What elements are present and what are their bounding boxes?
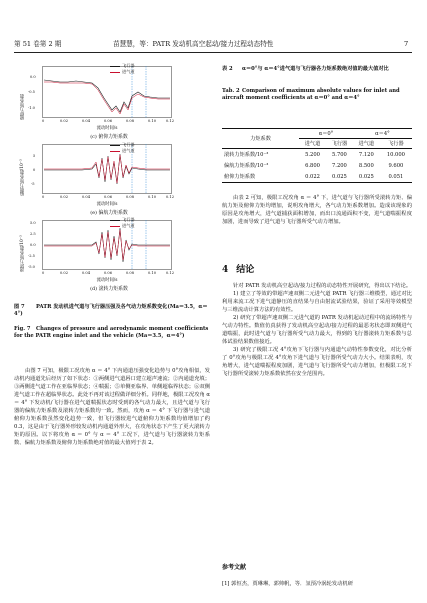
references-title: 参考文献 xyxy=(222,564,247,571)
panel-c-xticks: 0 0.02 0.04 0.06 0.08 0.10 0.12 xyxy=(42,119,175,123)
panel-e-ytick: -5 xyxy=(31,182,35,186)
vehicle-series xyxy=(44,228,170,262)
panel-c-xlabel: 流动时间/s xyxy=(96,126,118,131)
panel-e-label: (e) 偏航力矩系数 xyxy=(90,210,128,216)
conclusion-item: 2) 研究了带超声速双侧二元进气道的 PATR 发动机起动过程中的流场特性与气动力特性。数值仿真获得了发动机高空起动/接力过程的最恶劣状态即双侧进气道喘振，此时进气道与飞行器所受气动力最大，得到的飞行器滚转力矩系数与总体试验结果数值接近。 xyxy=(222,315,412,345)
figure-caption-cn: 图 7 PATR 发动机进气道与飞行器压强及各气动力矩系数变化(Ma＝3.5，α＝4°) xyxy=(14,304,208,318)
panel-d-label: (d) 滚转力矩系数 xyxy=(90,286,128,292)
subheader: 进气道 xyxy=(358,141,375,147)
legend-vehicle: 飞行器 xyxy=(110,142,135,148)
panel-c-plot xyxy=(42,66,172,118)
legend-inlet: 进气道 xyxy=(110,148,135,154)
panel-e-xlabel: 流动时间/s xyxy=(96,202,118,207)
panel-d-plot xyxy=(42,220,172,270)
legend-inlet: 进气道 xyxy=(110,69,135,75)
header-rule xyxy=(14,52,412,53)
panel-d-ytick: 0.0 xyxy=(30,243,36,247)
legend-vehicle: 飞行器 xyxy=(110,63,135,69)
table-row: 滚转力矩系数/10⁻³ 5.200 5.700 7.120 10.000 xyxy=(224,151,405,158)
table-row: 俯仰力矩系数 0.022 0.025 0.025 0.051 xyxy=(222,171,412,183)
legend xyxy=(110,217,135,229)
panel-c-ylabel: 俯仰力矩系数 xyxy=(20,94,25,120)
panel-e-ytick: 0 xyxy=(33,168,36,172)
panel-d-ytick: 5.0 xyxy=(30,221,36,225)
vehicle-series xyxy=(44,80,170,112)
panel-e-plot xyxy=(42,144,172,194)
section-heading: 4 结论 xyxy=(222,265,255,275)
panel-c-ytick: -1.0 xyxy=(28,106,35,110)
panel-e-ylabel: 偏航力矩系数/10⁻³ xyxy=(20,159,25,196)
panel-d-ytick: -2.5 xyxy=(28,254,35,258)
panel-d-xticks: 0 0.02 0.04 0.06 0.08 0.10 0.12 xyxy=(42,271,175,275)
table-title-cn: 表 2 α＝0°与 α＝4°进气道与飞行器各力矩系数绝对值的最大值对比 xyxy=(222,66,389,72)
panel-d-ytick: -5.0 xyxy=(28,265,35,269)
legend-vehicle: 飞行器 xyxy=(110,217,135,223)
panel-c-label: (c) 俯仰力矩系数 xyxy=(90,134,128,140)
panel-e-xticks: 0 0.02 0.04 0.06 0.08 0.10 0.12 xyxy=(42,195,175,199)
table-title-en: Tab. 2 Comparison of maximum absolute values for inlet and aircraft moment coefficients at α＝0° and α＝4° xyxy=(222,88,400,102)
figure-caption-en: Fig. 7 Changes of pressure and aerodynamic moment coefficients for the PATR engine inlet and the vehicle (Ma＝3.5，α＝4°) xyxy=(14,326,209,340)
inlet-series xyxy=(44,155,170,183)
subheader: 进气道 xyxy=(304,141,321,147)
right-paragraph: 由表 2 可知，极限工况攻角 α ＝ 4° 下，进气道与飞行器所受滚转力矩、偏航力矩及俯仰力矩均增加，说明攻角增大，各气动力矩系数增加。造成该现象的原因是攻角增大，进气道捕获面积增加，而出口流通面积不变，进气道喘振程度加剧，进而导致了进气道与飞行器所受气动力增加。 xyxy=(222,195,412,225)
panel-d-xlabel: 流动时间/s xyxy=(96,278,118,283)
subheader: 飞行器 xyxy=(331,141,348,147)
inlet-series xyxy=(44,82,170,114)
legend xyxy=(110,63,135,75)
legend-inlet: 进气道 xyxy=(110,223,135,229)
reference-item: [1] 郭恒杰，贾琳琳，郭帅帆，等．氢预冷涡轮发动机研 xyxy=(222,581,354,587)
col-group-0: α＝0° xyxy=(299,129,353,139)
row-header: 力矩系数 xyxy=(222,129,299,149)
left-paragraph: 由图 7 可知，极限工况攻角 α ＝ 4° 下内通道压强变化趋势与 0°攻角相似，发动机内通道先后经历了如下状态：①两侧进气道唇口建立超声速流；②内通道充填；③两侧进气道工作在亚临界状态；④喘振；⑤单侧亚临界、单侧超临界状态；⑥双侧进气道工作在超临界状态。此处不再对该过程做详细分析。同样地，极限工况攻角 α ＝ 4° 下发动机/飞行器在进气道喘振状态时受到的各气动力最大，且进气道与飞行器的偏航力矩系数及滚转力矩系数均一致。然而，攻角 α ＝ 4° 下飞行器与进气道俯仰力矩系数虽然变化趋势一致，但飞行器较进气道俯仰力矩系数均值增加了约 0.3，这是由于飞行器外形较发动机内通道外形大，在攻角状态下产生了更大滚转力矩的原因。以下将攻角 α ＝ 0° 与 α ＝ 4° 工况下，进气道与飞行器滚转力矩系数、偏航力矩系数及俯仰力矩系数绝对值的最大值列于表 2。 xyxy=(14,368,210,446)
panel-e-ytick: 5 xyxy=(33,154,36,158)
legend xyxy=(110,142,135,154)
col-group-1: α＝4° xyxy=(353,129,412,139)
conclusion-intro: 针对 PATR 发动机高空起动/接力过程的动态特性开展研究，得出以下结论。 xyxy=(233,283,412,289)
running-title: 苗慧慧，等：PATR 发动机高空起动/接力过程动态特性 xyxy=(113,40,274,48)
figure-7 xyxy=(14,56,210,292)
panel-c-ytick: -0.5 xyxy=(28,90,35,94)
page-number: 7 xyxy=(404,40,409,48)
subheader: 飞行器 xyxy=(388,141,404,147)
panel-d-ylabel: 滚转力矩系数/10⁻³ xyxy=(20,235,25,272)
conclusion-item: 1) 建立了等效的带超声速双侧二元进气道 PATR 飞行器三维模型，通过对比利用来流工况下进气道静压的直结果与自由射流试验结果，验证了采用等效模型与三维流动计算方法的有效性。 xyxy=(222,291,412,313)
panel-d-ytick: 2.5 xyxy=(30,232,36,236)
table-row: 偏航力矩系数/10⁻³ 6.800 7.200 8.500 9.600 xyxy=(224,162,404,169)
journal-issue: 第 51 卷第 2 期 xyxy=(14,40,62,48)
conclusion-item: 3) 研究了极限工况 4°攻角下飞行器与内通道气动特性参数变化，对比分析了 0°攻角与极限工况 4°攻角下进气道与飞行器所受气动力大小。结果表明，攻角增大，进气道喘振程度加剧，进气道与飞行器所受气动力增加，但极限工况下飞行器所受滚转力矩系数依然在安全范围内。 xyxy=(222,347,412,377)
panel-c-ytick: 0.0 xyxy=(30,75,36,79)
conclusions xyxy=(222,282,412,378)
table-2 xyxy=(222,128,412,183)
